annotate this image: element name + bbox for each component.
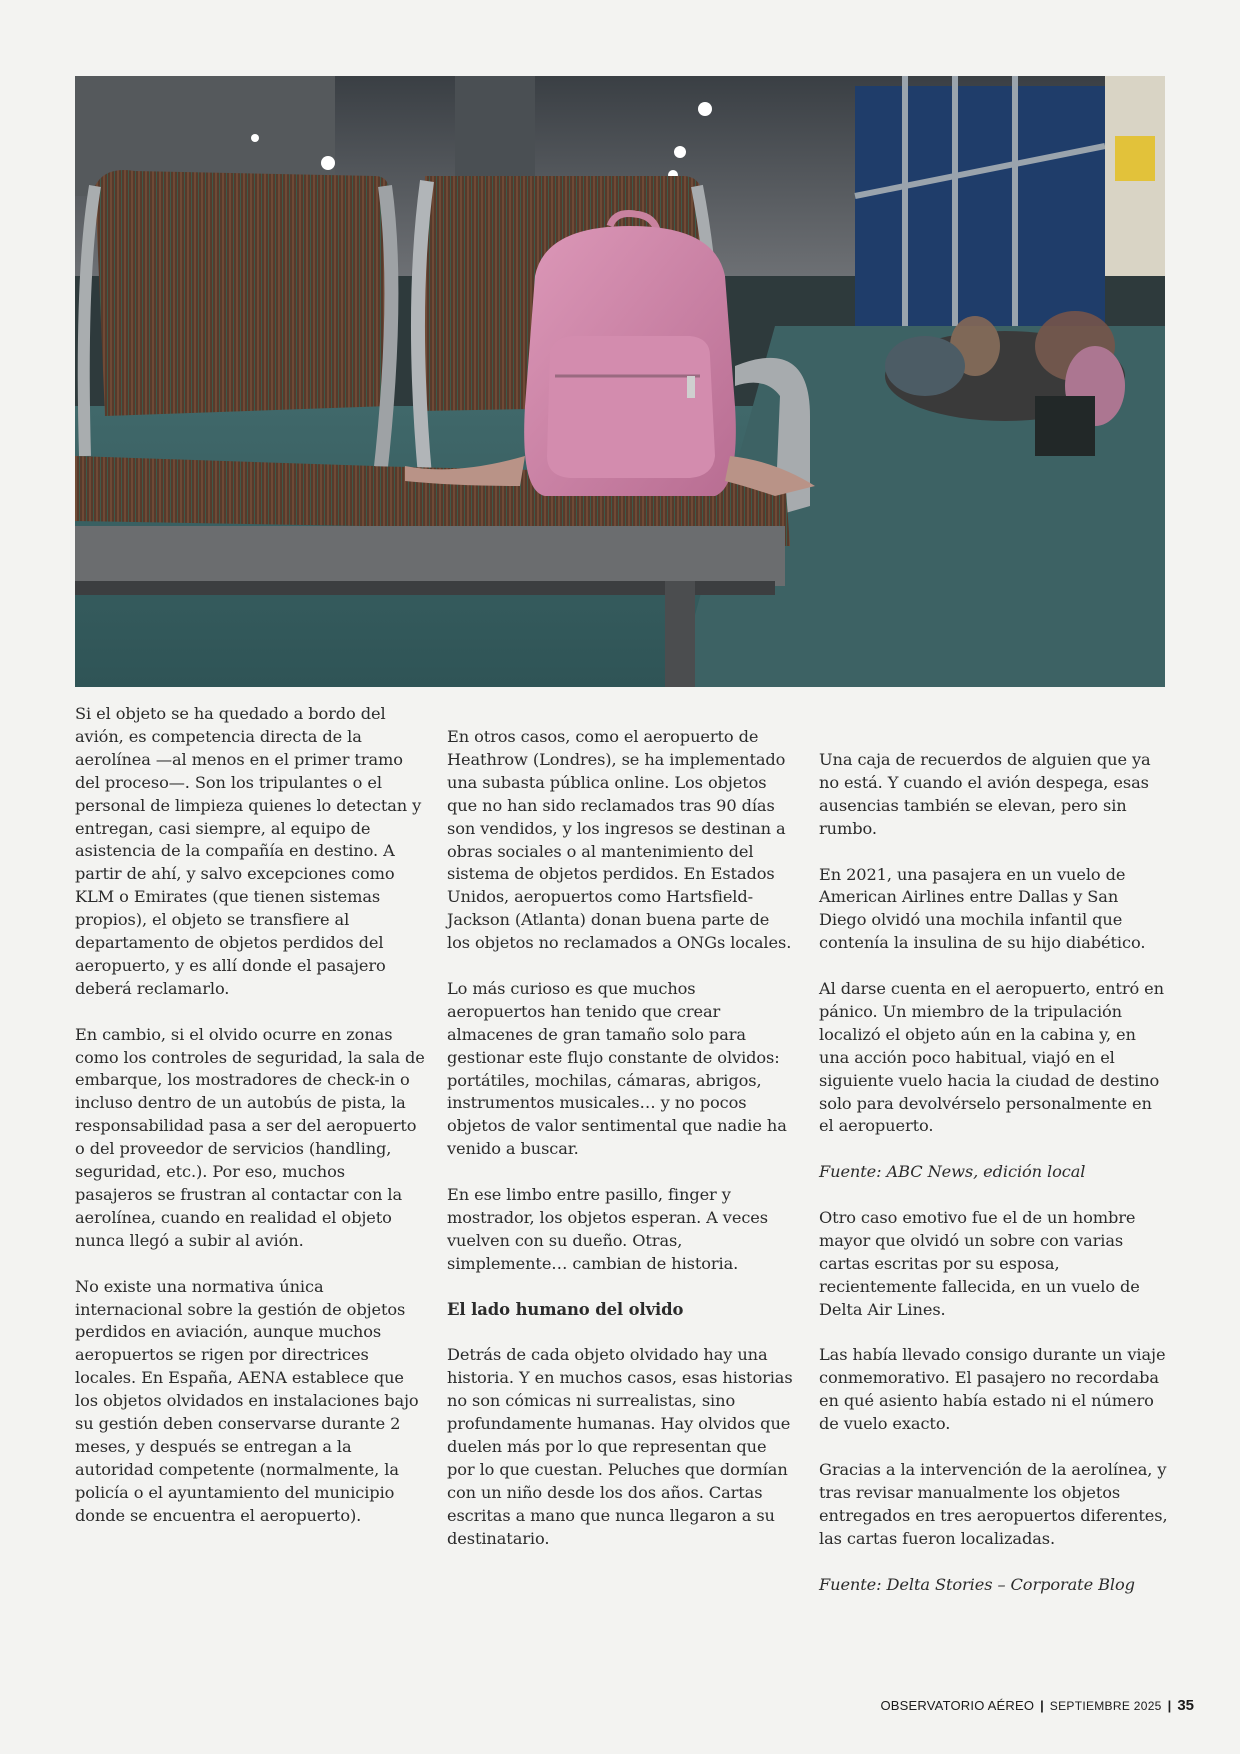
paragraph: En 2021, una pasajera en un vuelo de American Airlines entre Dallas y San Diego olvidó una mochila infantil que contenía la insulina de su hijo diabético. (819, 864, 1146, 953)
article-column-1 (75, 703, 425, 1550)
article-column-3 (819, 749, 1169, 1619)
source-citation: Fuente: Delta Stories – Corporate Blog (819, 1574, 1135, 1594)
page-footer (881, 1697, 1195, 1714)
article-photo (75, 76, 1165, 687)
paragraph: En cambio, si el olvido ocurre en zonas como los controles de seguridad, la sala de embarque, los mostradores de check-in o incluso dentro de un autobús de pista, la responsabilidad pasa a ser del aeropuerto o del proveedor de servicios (handling, seguridad, etc.). Por eso, muchos pasajeros se frustran al contactar con la aerolínea, cuando en realidad el objeto nunca llegó a subir al avión. (75, 1024, 425, 1250)
paragraph: No existe una normativa única internacional sobre la gestión de objetos perdidos en aviación, aunque muchos aeropuertos se rigen por directrices locales. En España, AENA establece que los objetos olvidados en instalaciones bajo su gestión deben conservarse durante 2 meses, y después se entregan a la autoridad competente (normalmente, la policía o el ayuntamiento del municipio donde se encuentra el aeropuerto). (75, 1276, 419, 1525)
paragraph: En otros casos, como el aeropuerto de Heathrow (Londres), se ha implementado una subasta pública online. Los objetos que no han sido reclamados tras 90 días son vendidos, y los ingresos se destinan a obras sociales o al mantenimiento del sistema de objetos perdidos. En Estados Unidos, aeropuertos como Hartsfield-Jackson (Atlanta) donan buena parte de los objetos no reclamados a ONGs locales. (447, 727, 792, 953)
paragraph: Al darse cuenta en el aeropuerto, entró en pánico. Un miembro de la tripulación localizó el objeto aún en la cabina y, en una acción poco habitual, viajó en el siguiente vuelo hacia la ciudad de destino solo para devolvérselo personalmente en el aeropuerto. (819, 979, 1164, 1136)
paragraph: Gracias a la intervención de la aerolínea, y tras revisar manualmente los objetos entregados en tres aeropuertos diferentes, las cartas fueron localizadas. (819, 1460, 1168, 1548)
page-number: 35 (1177, 1697, 1194, 1714)
paragraph: Lo más curioso es que muchos aeropuertos han tenido que crear almacenes de gran tamaño solo para gestionar este flujo constante de olvidos: portátiles, mochilas, cámaras, abrigos, instrumentos musicales… y no pocos objetos de valor sentimental que nadie ha venido a buscar. (447, 978, 787, 1159)
backpack-on-airport-seat-illustration (75, 76, 1165, 687)
paragraph: Una caja de recuerdos de alguien que ya no está. Y cuando el avión despega, esas ausencias también se elevan, pero sin rumbo. (819, 750, 1151, 838)
paragraph: En ese limbo entre pasillo, finger y mostrador, los objetos esperan. A veces vuelven con su dueño. Otras, simplemente… cambian de historia. (447, 1185, 768, 1273)
paragraph: Las había llevado consigo durante un viaje conmemorativo. El pasajero no recordaba en qué asiento había estado ni el número de vuelo exacto. (819, 1345, 1166, 1434)
paragraph: Otro caso emotivo fue el de un hombre mayor que olvidó un sobre con varias cartas escritas por su esposa, recientemente fallecida, en un vuelo de Delta Air Lines. (819, 1208, 1140, 1319)
issue-date: SEPTIEMBRE 2025 (1049, 1699, 1162, 1713)
publication-name: OBSERVATORIO AÉREO (880, 1698, 1035, 1713)
article-column-2 (447, 726, 797, 1573)
source-citation: Fuente: ABC News, edición local (819, 1162, 1086, 1182)
footer-separator: | (1040, 1698, 1044, 1713)
paragraph: Detrás de cada objeto olvidado hay una historia. Y en muchos casos, esas historias no son cómicas ni surrealistas, sino profundamente humanas. Hay olvidos que duelen más por lo que representan que por lo que cuestan. Peluches que dormían con un niño desde los dos años. Cartas escritas a mano que nunca llegaron a su destinatario. (447, 1345, 793, 1548)
section-heading: El lado humano del olvido (447, 1299, 684, 1319)
footer-separator: | (1167, 1698, 1172, 1713)
paragraph: Si el objeto se ha quedado a bordo del avión, es competencia directa de la aerolínea —al menos en el primer tramo del proceso—. Son los tripulantes o el personal de limpieza quienes lo detectan y entregan, casi siempre, al equipo de asistencia de la compañía en destino. A partir de ahí, y salvo excepciones como KLM o Emirates (que tienen sistemas propios), el objeto se transfiere al departamento de objetos perdidos del aeropuerto, y es allí donde el pasajero deberá reclamarlo. (75, 704, 422, 998)
